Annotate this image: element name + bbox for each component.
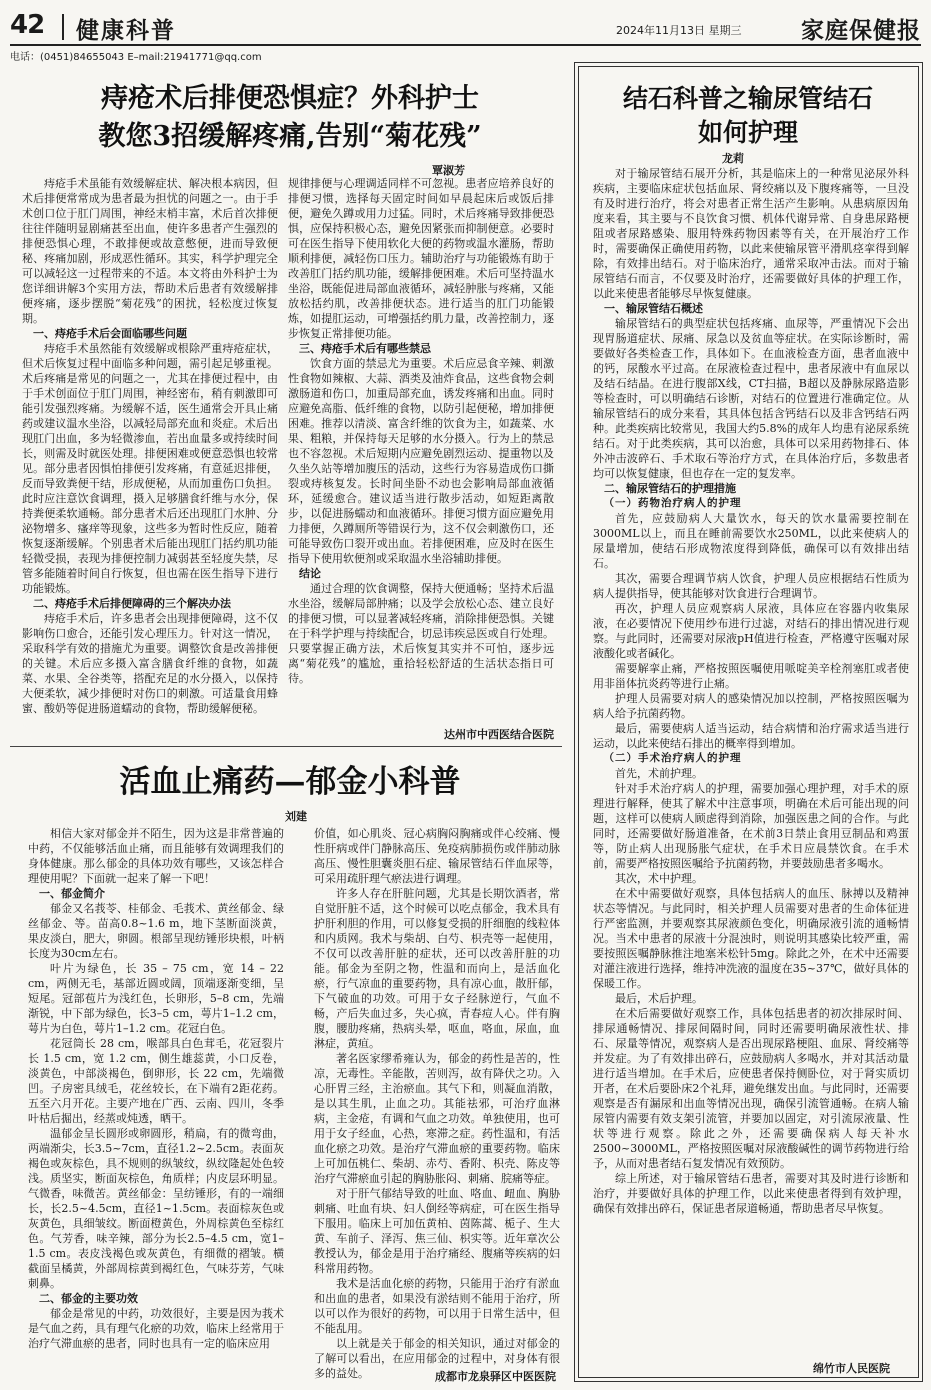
paragraph: 著名医家缪希雍认为，郁金的药性是苦的，性凉，无毒性。辛能散，苦则泻，故有降伏之功。入心肝胃三经，主治瘀血。其气下和，则凝血消散，是以其生肌，止血之功。其能祛邪，可治疗血淋病，主金疮，有调和气血之功效。单独使用，也可用于女子经血，心热，寒滞之症。药性温和，有活血化瘀之功效。是治疗气滞血瘀的重要药物。临床上可加伍桃仁、柴胡、赤芍、香附、枳壳、陈皮等治疗气滞瘀血引起的胸胁胀闷、刺痛、脘痛等症。 — [314, 1052, 560, 1185]
section-heading: 结论 — [299, 567, 321, 580]
section-heading: 二、痔疮手术后排便障碍的三个解决办法 — [33, 597, 231, 610]
paragraph: 花冠筒长 28 cm，喉部具白色茸毛，花冠裂片长 1.5 cm，宽 1.2 cm，侧生雄蕊黄，小口反卷，淡黄色，中部淡褐色，倒卵形，长 22 cm，先端微凹。子房密具绒毛，花丝较长，在下端有2距花药。五至六月开花。主要产地在广西、云南、四川，冬季叶枯后掘出，经蒸或炖透，晒干。 — [28, 1037, 284, 1125]
article2-author: 刘建 — [285, 810, 307, 823]
paragraph: 护理人员需要对病人的感染情况加以控制，严格按照医嘱为病人给予抗菌药物。 — [593, 692, 909, 720]
article3-title-line2: 如何护理 — [697, 118, 798, 147]
paragraph: 郁金又名莪苓、桂郁金、毛莪术、黄丝郁金、绿丝郁金、等。苗高0.8~1.6 m，地下茎断面淡黄，果皮淡白，肥大，卵圆。根部呈现纺锤形块根，叶柄长度为30cm左右。 — [28, 902, 284, 960]
paragraph: 饮食方面的禁忌尤为重要。术后应忌食辛辣、刺激性食物如辣椒、大蒜、酒类及油炸食品，这些食物会刺激肠道和伤口，加重局部充血，诱发疼痛和出血。同时应避免高脂、低纤维的食物，以防引起便秘，增加排便困难。推荐以清淡、富含纤维的饮食为主，如蔬菜、水果、粗粮，并保持每天足够的水分摄入。行为上的禁忌也不容忽视。术后短期内应避免剧烈运动、提重物以及久坐久站等增加腹压的活动，这些行为容易造成伤口撕裂或痔核复发。长时间坐卧不动也会影响局部血液循环，延缓愈合。建议适当进行散步活动，如短距离散步，以促进肠蠕动和血液循环。排便习惯方面应避免用力排便，久蹲厕所等错误行为，这不仅会刺激伤口，还可能导致伤口裂开或出血。若排便困难，应及时在医生指导下使用软便剂或采取温水坐浴辅助排便。 — [288, 357, 554, 565]
section-heading: 二、输尿管结石的护理措施 — [604, 482, 736, 495]
paragraph: 再次，护理人员应观察病人尿液，具体应在容器内收集尿液，在必要情况下使用纱布进行过滤，对结石的排出情况进行观察。与此同时，还需要对尿液pH值进行检查，严格遵守医嘱对尿液酸化或者碱化。 — [593, 602, 909, 660]
paragraph: 叶片为绿色，长 35 – 75 cm，宽 14 – 22 cm，两侧无毛，基部近圆或阔，顶端逐渐变细，呈短尾。冠部苞片为浅红色，长卵形，5–8 cm，先端渐锐，中下部为绿色，长3–5 cm，萼片1–1.2 cm，萼片为白色，萼片1–1.2 cm。花冠白色。 — [28, 962, 284, 1035]
paragraph: 最后，需要使病人适当运动，结合病情和治疗需求适当进行运动，以此来使结石排出的概率得到增加。 — [593, 722, 909, 750]
paragraph: 痔疮手术后，许多患者会出现排便障碍，这不仅影响伤口愈合，还能引发心理压力。针对这一情况，采取科学有效的措施尤为重要。调整饮食是改善排便的关键。术后应多摄入富含膳食纤维的食物，如蔬菜、水果、全谷类等，搭配充足的水分摄入，以保持大便柔软，减少排便时对伤口的刺激。可适量食用蜂蜜、酸奶等促进肠道蠕动的食物，帮助缓解便秘。 — [22, 612, 278, 715]
paragraph: 以上就是关于郁金的相关知识，通过对郁金的了解可以看出，在应用郁金的过程中，对身体有很多的益处。 — [314, 1337, 560, 1380]
page-header — [10, 8, 921, 46]
article2-title: 活血止痛药—郁金小科普 — [119, 764, 461, 800]
paragraph: 温郁金呈长圆形或卵圆形，稍扁，有的微弯曲，两端渐尖，长3.5~7cm，直径1.2~2.5cm。表面灰褐色或灰棕色，具不规则的纵皱纹，纵纹隆起处色较浅。质坚实，断面灰棕色，角质样；内皮层环明显。气微香，味微苦。黄丝郁金：呈纺锤形，有的一端细长，长2.5~4.5cm，直径1~1.5cm。表面棕灰色或灰黄色，具细皱纹。断面橙黄色，外周棕黄色至棕红色。气芳香，味辛辣，部分为长2.5–4.5 cm，宽1–1.5 cm。表皮浅褐色或灰黄色，有细微的褶皱。横截面呈橘黄，外部周棕黄到褐红色，气味芬芳，气味刺鼻。 — [28, 1127, 284, 1290]
section-title: 健康科普 — [76, 17, 176, 44]
paragraph: 输尿管结石的典型症状包括疼痛、血尿等，严重情况下会出现胃肠道症状、尿痛、尿急以及贫血等症状。在实际诊断时，需要做好各类检查工作，具体如下。在血液检查方面，患者血液中的钙，尿酸水平过高。在尿液检查过程中，患者尿液中有血尿以及结石结晶。在进行腹部X线，CT扫描，B超以及静脉尿路造影等检查时，可以明确结石诊断，对结石的位置进行准确定位。从输尿管结石的成分来看，其具体包括含钙结石以及非含钙结石两种。此类疾病比较常见，我国大约5.8%的成年人均患有泌尿系统结石。对于此类疾病，其可以治愈，具体可以采用药物排石、体外冲击波碎石、手术取石等治疗方式，在具体治疗后，多数患者均可以恢复健康，但也存在一定的复发率。 — [593, 317, 909, 480]
paragraph: 规律排便与心理调适同样不可忽视。患者应培养良好的排便习惯，选择每天固定时间如早晨起床后或饭后排便，避免久蹲或用力过猛。同时，术后疼痛导致排便恐惧，应保持积极心态，避免因紧张而抑制便意。必要时可在医生指导下使用软化大便的药物或温水灌肠，帮助顺利排便，减轻伤口压力。辅助治疗与功能锻炼有助于改善肛门括约肌功能，缓解排便困难。术后可坚持温水坐浴，既能促进局部血液循环，减轻肿胀与疼痛，又能放松括约肌，改善排便状态。进行适当的肛门功能锻炼，如提肛运动，可增强括约肌力量，改善控制力，逐步恢复正常排便功能。 — [288, 177, 554, 340]
article1-source: 达州市中西医结合医院 — [444, 728, 554, 741]
paragraph: 我术是活血化瘀的药物，只能用于治疗有淤血和出血的患者，如果没有淤结则不能用于治疗，所以可以作为很好的药物，可以用于日常生活中，但不能乱用。 — [314, 1277, 560, 1335]
paragraph: 郁金是常见的中药，功效很好，主要是因为莪术是气血之药，具有理气化瘀的功效，临床上经常用于治疗气滞血瘀的患者，同时也具有一定的临床应用 — [28, 1307, 284, 1350]
article1-title — [40, 80, 540, 156]
article3-author: 龙莉 — [722, 152, 744, 165]
article2-column1 — [28, 826, 284, 1386]
article3-source: 绵竹市人民医院 — [813, 1362, 890, 1375]
contact-line: 电话：(0451)84655043 E–mail:21941771@qq.com — [10, 52, 262, 63]
section-heading: 一、痔疮手术后会面临哪些问题 — [33, 327, 187, 340]
paragraph: 其次，需要合理调节病人饮食，护理人员应根据结石性质为病人提供指导，使其能够对饮食进行合理调节。 — [593, 572, 909, 600]
paragraph: 首先，应鼓励病人大量饮水，每天的饮水量需要控制在3000ML以上，而且在睡前需要饮水250ML，以此来使病人的尿量增加，使结石形成物浓度得到降低，确保可以有效排出结石。 — [593, 512, 909, 570]
article1-author: 覃淑芳 — [432, 164, 465, 177]
paragraph: 综上所述，对于输尿管结石患者，需要对其及时进行诊断和治疗，并要做好具体的护理工作，以此来使患者得到有效护理，确保有效排出碎石，保证患者尿道畅通，帮助患者尽早恢复。 — [593, 1172, 909, 1215]
article1-column2 — [288, 176, 554, 720]
paragraph: 痔疮手术虽然能有效缓解或根除严重痔疮症状，但术后恢复过程中面临多种问题，需引起足够重视。术后疼痛是常见的问题之一，尤其在排便过程中，由于手术创面位于肛门周围，神经密布，稍有刺激即可能引发强烈疼痛。为缓解不适，医生通常会开具止痛药或建议温水坐浴，以减轻局部充血和炎症。术后出现肛门出血，多为轻微渗血，若出血量多或持续时间长，则需及时就医处理。排便困难或便意恐惧也较常见。部分患者因惧怕排便引发疼痛，有意延迟排便，反而导致粪便干结，形成便秘，从而加重伤口负担。此时应注意饮食调理，摄入足够膳食纤维与水分，保持粪便柔软通畅。部分患者术后还出现肛门水肿、分泌物增多、瘙痒等现象，这些多为暂时性反应，随着恢复逐渐缓解。个别患者术后能出现肛门括约肌功能轻微受损，表现为排便控制力减弱甚至轻度失禁，尽管多能随着时间自行恢复，但也需在医生指导下进行功能锻炼。 — [22, 342, 278, 595]
article2-source: 成都市龙泉驿区中医医院 — [435, 1370, 556, 1383]
header-divider — [62, 14, 64, 40]
paragraph: 通过合理的饮食调整，保持大便通畅；坚持术后温水坐浴，缓解局部肿痛；以及学会放松心态、建立良好的排便习惯，可以显著减轻疼痛，消除排便恐惧。关键在于科学护理与持续配合，切忌讳疾忌医或自行处理。只要掌握正确方法，术后恢复其实并不可怕，逐步远离“菊花残”的尴尬，重拾轻松舒适的生活状态指日可待。 — [288, 582, 554, 685]
article3-body — [593, 166, 909, 1358]
paragraph: 对于输尿管结石展开分析，其是临床上的一种常见泌尿外科疾病，主要临床症状包括血尿、肾绞痛以及下腹疼痛等，一旦没有及时进行治疗，将会对患者正常生活产生影响。从患病原因角度来看，其主要与不良饮食习惯、机体代谢异常、自身患尿路梗阻或者尿路感染、服用特殊药物因素等有关，在开展治疗工作时，需要确保正确使用药物，以此来使输尿管平滑肌痉挛得到解除，有效排出结石。对于临床治疗，通常采取冲击法。而对于输尿管结石而言，不仅要及时治疗，还需要做好具体的护理工作，以此来使患者能够尽早恢复健康。 — [593, 167, 909, 300]
paragraph: 针对手术治疗病人的护理，需要加强心理护理，对手术的原理进行解释，使其了解术中注意事项，明确在术后可能出现的问题，这样可以使病人顾虑得到消除，加强医患之间的合作。与此同时，还需要做好肠道准备，在术前3日禁止食用豆制品和鸡蛋等，防止病人出现肠胀气症状，在手术日应晨禁饮食。在手术前，需要严格按照医嘱给予抗菌药物，并要鼓励患者多喝水。 — [593, 782, 909, 870]
issue-date: 2024年11月13日 星期三 — [616, 24, 742, 37]
paragraph: 在术中需要做好观察，具体包括病人的血压、脉搏以及精神状态等情况。与此同时，相关护理人员需要对患者的生命体征进行严密监测，并要观察其尿液颜色变化，明确尿液引流的通畅情况。当术中患者的尿液十分混浊时，则说明其感染比较严重，需要按照医嘱静脉推注地塞米松针5mg。除此之外，在术中还需要对灌注液进行选择，维持冲洗液的温度在35~37℃，做好具体的保暖工作。 — [593, 887, 909, 990]
paragraph: 痔疮手术虽能有效缓解症状、解决根本病因，但术后排便常常成为患者最为担忧的问题之一。由于手术创口位于肛门周围，神经末梢丰富，术后首次排便往往伴随明显剧痛甚至出血，使许多患者产生强烈的排便恐惧心理，不敢排便或故意憋便，进而导致便秘、疼痛加剧，形成恶性循环。其实，科学护理完全可以减轻这一过程带来的不适。本文将由外科护士为您详细讲解3个实用方法，帮助术后患者有效缓解排便疼痛，逐步摆脱“菊花残”的困扰，轻松度过恢复期。 — [22, 177, 278, 325]
newspaper-name: 家庭保健报 — [801, 17, 921, 44]
section-heading: 二、郁金的主要功效 — [39, 1292, 138, 1305]
subsection-heading: （一）药物治疗病人的护理 — [603, 497, 742, 509]
paragraph: 价值，如心肌炎、冠心病胸闷胸痛或伴心绞痛、慢性肝病或伴门静脉高压、免疫病肺损伤或伴肺动脉高压、慢性胆囊炎胆石症、输尿管结石伴血尿等，可采用疏肝理气瘀法进行调理。 — [314, 827, 560, 885]
article1-column1 — [22, 176, 278, 744]
paragraph: 其次，术中护理。 — [615, 872, 703, 885]
paragraph: 首先，术前护理。 — [615, 767, 703, 780]
article1-title-line1: 痔疮术后排便恐惧症？外科护士 — [101, 83, 479, 114]
paragraph: 需要解挛止痛，严格按照医嘱使用哌啶美辛栓剂塞肛或者使用非甾体抗炎药等进行止痛。 — [593, 662, 909, 690]
article3-title — [584, 82, 912, 150]
section-heading: 一、郁金简介 — [39, 887, 105, 900]
section-heading: 三、痔疮手术后有哪些禁忌 — [299, 342, 431, 355]
article3-title-line1: 结石科普之输尿管结石 — [622, 84, 873, 113]
page-number: 42 — [10, 10, 45, 40]
subsection-heading: （二）手术治疗病人的护理 — [603, 752, 742, 764]
paragraph: 在术后需要做好观察工作，具体包括患者的初次排尿时间、排尿通畅情况、排尿间隔时间，同时还需要明确尿液性状、排石、尿量等情况，观察病人是否出现尿路梗阻、血尿、肾绞痛等并发症。为了有效排出碎石，应鼓励病人多喝水，并对其活动量进行适当增加。在手术后，应使患者保持侧卧位，对于肾实质切开者，在术后要卧床2个礼拜，避免继发出血。与此同时，还需要观察是否有漏尿和出血等情况出现，确保引流管通畅。在病人输尿管内需要有效支架引流管，并要加以固定，对引流尿液量、性状等进行观察。除此之外，还需要确保病人每天补水2500~3000ML，严格按照医嘱对尿液酸碱性的调节药物进行给予，从而对患者结石复发情况有效预防。 — [593, 1007, 909, 1170]
paragraph: 相信大家对郁金并不陌生，因为这是非常普遍的中药，不仅能够活血止痛，而且能够有效调理我们的身体健康。那么郁金的具体功效有哪些，又该怎样合理使用呢？下面就一起来了解一下吧！ — [28, 827, 284, 885]
article-divider — [10, 746, 562, 747]
paragraph: 最后，术后护理。 — [615, 992, 703, 1005]
article1-title-line2: 教您3招缓解疼痛,告别“菊花残” — [98, 121, 482, 152]
section-heading: 一、输尿管结石概述 — [604, 302, 703, 315]
paragraph: 对于肝气郁结导致的吐血、咯血、衄血、胸胁刺痛、吐血有块、妇人倒经等病症，可在医生指导下服用。临床上可加伍黄柏、茵陈蒿、栀子、生大黄、车前子、泽泻、焦三仙、枳实等。近年章次公教授认为，郁金是用于治疗痛经、腹痛等疾病的妇科常用药物。 — [314, 1187, 560, 1275]
paragraph: 许多人存在肝脏问题，尤其是长期饮酒者，常自觉肝脏不适，这个时候可以吃点郁金，我术具有护肝利胆的作用，可以修复受损的肝细胞的线粒体和内质网。我术与柴胡、白芍、枳壳等一起使用，不仅可以改善肝脏的症状，还可以改善肝脏的功能。郁金为至阴之物，性温和而向上，是活血化瘀，行气凉血的重要药物，具有凉心血，散肝郁，下气破血的功效。可用于女子经脉逆行，气血不畅，产后失血过多，失心疯，青春痘人心。伴有胸腹，腰肋疼痛，热病头晕，呕血，咯血，尿血，血淋症，黄疸。 — [314, 887, 560, 1050]
